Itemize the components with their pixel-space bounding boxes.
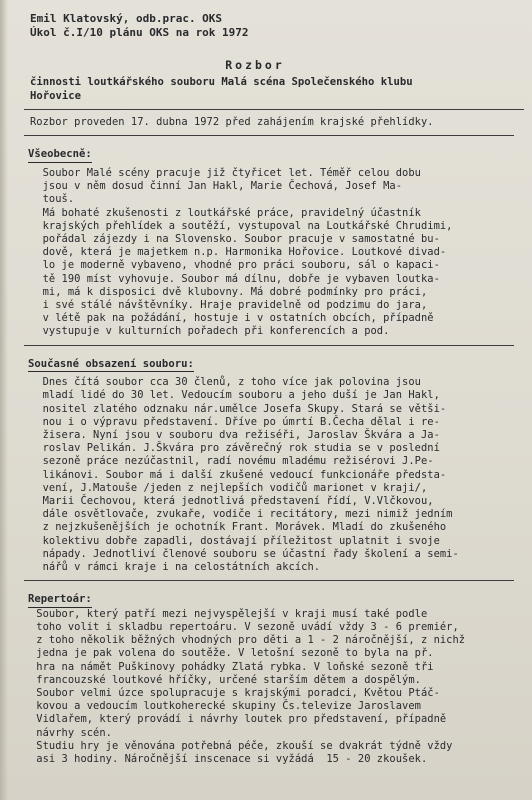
text-line: touš. (30, 193, 75, 206)
text-line: vystupuje v kulturních pořadech při konferencích a pod. (30, 325, 390, 338)
section-cast (30, 352, 520, 575)
text-line: francouzské loutkové hříčky, určené starším dětem a dospělým. (30, 673, 421, 686)
text-line: toho volit i skladbu repertoáru. V sezoně uvádí vždy 3 - 6 premiér, (30, 621, 459, 634)
text-line: nápady. Jednotliví členové souboru se účastní řady školení a semi- (30, 547, 459, 560)
divider (24, 135, 514, 136)
text-line: Marii Čechovou, která jednotlivá představení řídí, V.Vlčkovou, (30, 495, 434, 508)
text-line: Soubor velmi úzce spolupracuje s krajskými poradci, Květou Ptáč- (30, 687, 440, 700)
text-line: tě 190 míst vyhovuje. Soubor má dílnu, dobře je vybaven loutka- (30, 272, 440, 285)
section-heading: Repertoár: (28, 593, 92, 608)
text-line: kolektivu dobře zapadli, dostávají příležitost uplatnit i svoje (30, 534, 440, 547)
text-line: mi, má k disposici dvě klubovny. Má dobré podmínky pro práci, (30, 285, 428, 298)
divider (24, 109, 524, 110)
text-line: asi 3 hodiny. Náročnější inscenace si vyžádá 15 - 20 zkoušek. (30, 753, 428, 766)
text-line: z toho několik běžných vhodných pro děti a 1 - 2 náročnější, z nichž (30, 634, 466, 647)
text-line: pořádal zájezdy i na Slovensko. Soubor pracuje v samostatné bu- (30, 233, 440, 245)
text-line: jsou v něm dosud činní Jan Hakl, Marie Čechová, Josef Ma- (30, 180, 403, 193)
text-line: Vidlařem, který provádí i návrhy loutek pro představení, případně (30, 713, 447, 726)
text-line: v létě pak na požádání, hostuje i v ostatních obcích, případně (30, 312, 434, 325)
text-line: vení, J.Matouše /jeden z nejlepších vodičů marionet v kraji/, (30, 481, 428, 494)
text-line: likánovi. Soubor má i další zkušené vedoucí funkcionáře předsta- (30, 468, 447, 481)
text-line: Má bohaté zkušenosti z loutkářské práce, pravidelný účastník (30, 206, 421, 219)
text-line: nou i o výpravu představení. Dříve po úmrtí B.Čecha dělal i re- (30, 415, 440, 428)
text-line: mladí lidé do 30 let. Vedoucím souboru a jeho duší je Jan Hakl, (30, 389, 440, 402)
text-line: jedna je pak volena do soutěže. V letošní sezoně to byla na př. (30, 647, 434, 660)
text-line: kovou a vedoucím loutkoherecké skupiny Čs.televize Jaroslavem (30, 700, 421, 713)
text-line: dále osvětlovače, zvukaře, vodiče i recitátory, mezi nimiž jedním (30, 508, 453, 521)
text-line: z nejzkušenějších je ochotník Frant. Morávek. Mladí do zkušeného (30, 521, 447, 534)
author-line: Emil Klatovský, odb.prac. OKS (30, 12, 223, 25)
text-line: nositel zlatého odznaku nár.umělce Josefa Skupy. Stará se větši- (30, 402, 447, 415)
section-heading: Všeobecně: (28, 148, 92, 163)
text-line: dově, která je majetkem n.p. Harmonika Hořovice. Loutkové divad- (30, 246, 447, 259)
section-general (30, 142, 520, 338)
text-line: žisera. Nyní jsou v souboru dva režiséři, Jaroslav Škvára a Ja- (30, 429, 440, 442)
text-line: hra na námět Puškinovy pohádky Zlatá rybka. V loňské sezoně tři (30, 660, 434, 673)
divider (24, 345, 514, 346)
section-repertoire (30, 587, 520, 766)
subtitle-line-1: činnosti loutkářského souboru Malá scéna Společenského klubu (30, 76, 413, 88)
text-line: návrhy scén. (30, 726, 112, 739)
document-title: Rozbor (225, 58, 285, 72)
intro-line: Rozbor proveden 17. dubna 1972 před zahájením krajské přehlídky. (30, 116, 434, 129)
subtitle-line-2: Hořovice (30, 89, 82, 102)
text-line: nářů v rámci kraje i na celostátních akcích. (30, 561, 321, 574)
text-line: Soubor Malé scény pracuje již čtyřicet let. Téměř celou dobu (30, 166, 421, 179)
text-line: Soubor, který patří mezi nejvyspělejší v kraji musí také podle (30, 607, 428, 620)
task-line: Úkol č.I/10 plánu OKS na rok 1972 (30, 26, 249, 39)
text-line: lo je moderně vybaveno, vhodné pro práci souboru, sál o kapaci- (30, 259, 440, 272)
text-line: i své stálé návštěvníky. Hraje pravidelně od podzimu do jara, (30, 299, 428, 312)
text-line: Studiu hry je věnována potřebná péče, zkouší se dvakrát týdně vždy (30, 739, 453, 752)
divider (24, 580, 514, 581)
text-line: roslav Pelikán. J.Škvára pro závěrečný rok studia se v poslední (30, 442, 440, 455)
text-line: krajských přehlídek a soutěží, vystupoval na Loutkářské Chrudimi, (30, 219, 453, 232)
text-line: Dnes čítá soubor cca 30 členů, z toho více jak polovina jsou (30, 376, 421, 389)
text-line: sezoně práce nezúčastnil, radí novému mladému režisérovi J.Pe- (30, 455, 434, 468)
section-heading: Současné obsazení souboru: (28, 358, 194, 373)
